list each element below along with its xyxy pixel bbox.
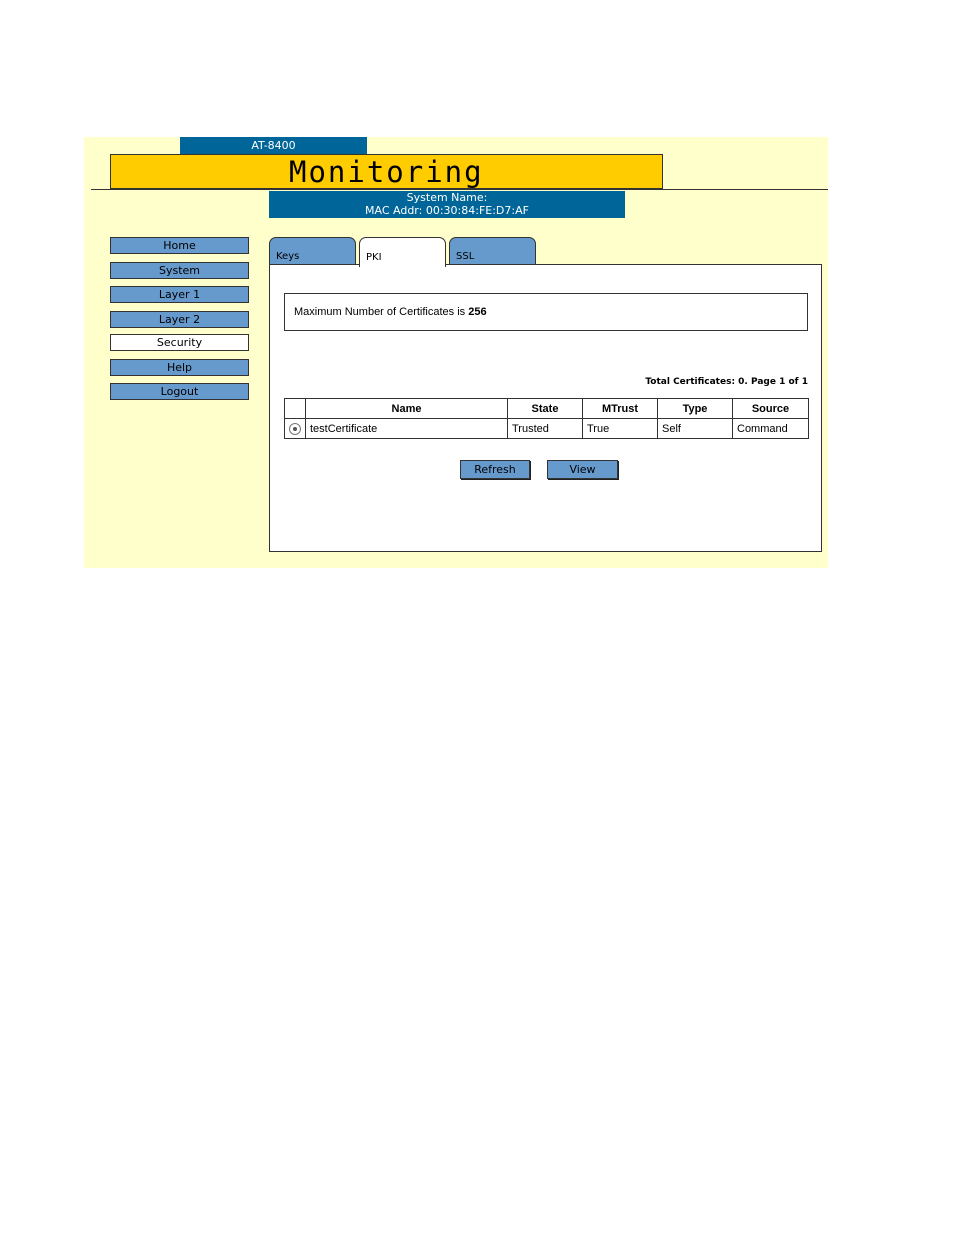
app-window <box>84 137 828 568</box>
header-divider <box>91 189 828 190</box>
max-certificates-label: Maximum Number of Certificates is <box>294 306 469 318</box>
column-header-state: State <box>508 399 583 419</box>
nav-logout-button[interactable]: Logout <box>110 383 249 400</box>
tab-pki[interactable]: PKI <box>359 237 446 267</box>
cell-state: Trusted <box>508 419 583 439</box>
nav-security-button[interactable]: Security <box>110 334 249 351</box>
title-bar <box>110 154 663 189</box>
column-header-mtrust: MTrust <box>583 399 658 419</box>
nav-home-button[interactable]: Home <box>110 237 249 254</box>
model-label: AT-8400 <box>180 137 367 154</box>
page-title: Monitoring <box>289 155 484 189</box>
nav-system-button[interactable]: System <box>110 262 249 279</box>
nav-layer1-button[interactable]: Layer 1 <box>110 286 249 303</box>
refresh-button[interactable]: Refresh <box>460 460 530 479</box>
cell-source: Command <box>733 419 809 439</box>
tab-ssl[interactable]: SSL <box>449 237 536 265</box>
row-select-radio[interactable] <box>289 423 301 435</box>
certificate-table <box>284 398 809 439</box>
total-certificates-label: Total Certificates: 0. Page 1 of 1 <box>645 377 808 387</box>
table-header-row <box>285 399 809 419</box>
cell-type: Self <box>658 419 733 439</box>
select-cell[interactable] <box>285 419 306 439</box>
system-info <box>269 191 625 218</box>
max-certificates-value: 256 <box>468 306 487 318</box>
column-header-type: Type <box>658 399 733 419</box>
column-header-source: Source <box>733 399 809 419</box>
mac-address-label: MAC Addr: 00:30:84:FE:D7:AF <box>365 204 529 217</box>
cell-mtrust: True <box>583 419 658 439</box>
view-button[interactable]: View <box>547 460 618 479</box>
nav-layer2-button[interactable]: Layer 2 <box>110 311 249 328</box>
table-row[interactable] <box>285 419 809 439</box>
select-column-header <box>285 399 306 419</box>
nav-help-button[interactable]: Help <box>110 359 249 376</box>
pki-panel <box>269 264 822 552</box>
cell-name: testCertificate <box>306 419 508 439</box>
tab-keys[interactable]: Keys <box>269 237 356 265</box>
max-certificates-box <box>284 293 808 331</box>
system-name-label: System Name: <box>406 191 488 204</box>
column-header-name: Name <box>306 399 508 419</box>
